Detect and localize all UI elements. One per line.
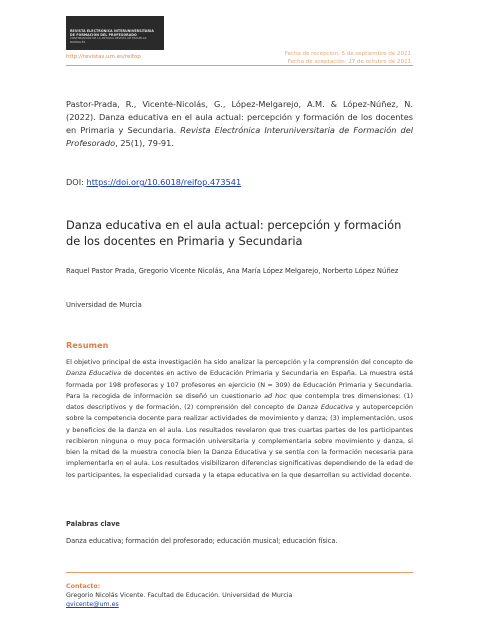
citation-authors: Pastor-Prada, R., Vicente-Nicolás, G., López-Melgarejo, A.M. & López-Núñez, N. (2022). Danza educativa en el aula actual: percepción y formación de los docentes en Primaria y Secundaria. — [66, 99, 413, 135]
abstract-part: El objetivo principal de esta investigación ha sido analizar la percepción y la comprensión del concepto de — [66, 358, 413, 366]
abstract-heading: Resumen — [66, 340, 109, 350]
keywords-text: Danza educativa; formación del profesorado; educación musical; educación física. — [66, 537, 338, 545]
doi-label: DOI: — [66, 177, 87, 187]
logo-line-1: REVISTA ELECTRÓNICA INTERUNIVERSITARIA — [70, 29, 154, 33]
submission-dates — [285, 51, 411, 66]
doi — [66, 177, 413, 187]
contact-heading: Contacto: — [66, 583, 101, 590]
abstract-part: que contempla tres dimensiones: (1) datos descriptivos y de formación, (2) comprensión del concepto de — [66, 391, 413, 411]
logo-line-2: DE FORMACIÓN DEL PROFESORADO — [70, 33, 137, 37]
article-title: Danza educativa en el aula actual: percepción y formación de los docentes en Primaria y Secundaria — [66, 218, 402, 248]
journal-url-link[interactable]: http://revistas.um.es/reifop — [66, 54, 141, 60]
abstract-part: y autopercepción sobre la competencia docente para realizar actividades de movimiento y danza; (3) implementación, usos y beneficios de la danza en el aula. Los resultados revelaron que tres cuartas partes de los participantes recibieron ninguna o muy poca formación universitaria y complementaria sobre movimiento y danza, si bien la mitad de la muestra conocía bien la Danza Educativa y se sentía con la formación necesaria para implementarla en el aula. Los resultados visibilizaron diferencias significativas dependiendo de la edad de los participantes, la especialidad cursada y la etapa educativa en la que desarrollan su actividad docente. — [66, 403, 413, 479]
footer-divider — [66, 572, 413, 573]
abstract-italic: Danza Educativa — [66, 369, 122, 378]
keywords-heading: Palabras clave — [66, 520, 120, 528]
accepted-date: Fecha de aceptación: 27 de octubre de 2021 — [287, 58, 411, 65]
contact-text: Gregorio Nicolás Vicente. Facultad de Educación. Universidad de Murcia — [66, 592, 293, 599]
received-date: Fecha de recepción: 5 de septiembre de 2021 — [284, 51, 411, 57]
author-list: Raquel Pastor Prada, Gregorio Vicente Nicolás, Ana María López Melgarejo, Norberto López Núñez — [66, 267, 399, 275]
abstract-italic: Danza Educativa — [297, 403, 353, 411]
header-divider — [66, 65, 413, 66]
abstract-part: de docentes en activo de Educación Primaria y Secundaria en España. La muestra está formada por 198 profesoras y 107 profesores en ejercicio (N = 309) de Educación Primaria y Secundaria. Para la recogida de información se diseñó un cuestionario — [66, 369, 413, 400]
doi-link[interactable]: https://doi.org/10.6018/reifop.473541 — [86, 177, 242, 187]
contact-email-link[interactable]: gvicente@um.es — [66, 601, 119, 608]
citation-journal: Revista Electrónica Interuniversitaria de Formación del Profesorado — [66, 125, 414, 148]
affiliation: Universidad de Murcia — [66, 301, 142, 309]
abstract-italic: ad hoc — [264, 391, 287, 400]
logo-line-3: CONTINUACIÓN DE LA ANTIGUA REVISTA DE ESCUELAS NORMALES — [70, 37, 147, 44]
citation-volume: , 25(1), 79-91. — [115, 138, 174, 148]
abstract-text — [66, 357, 413, 481]
journal-logo — [66, 16, 164, 50]
citation — [66, 98, 413, 150]
